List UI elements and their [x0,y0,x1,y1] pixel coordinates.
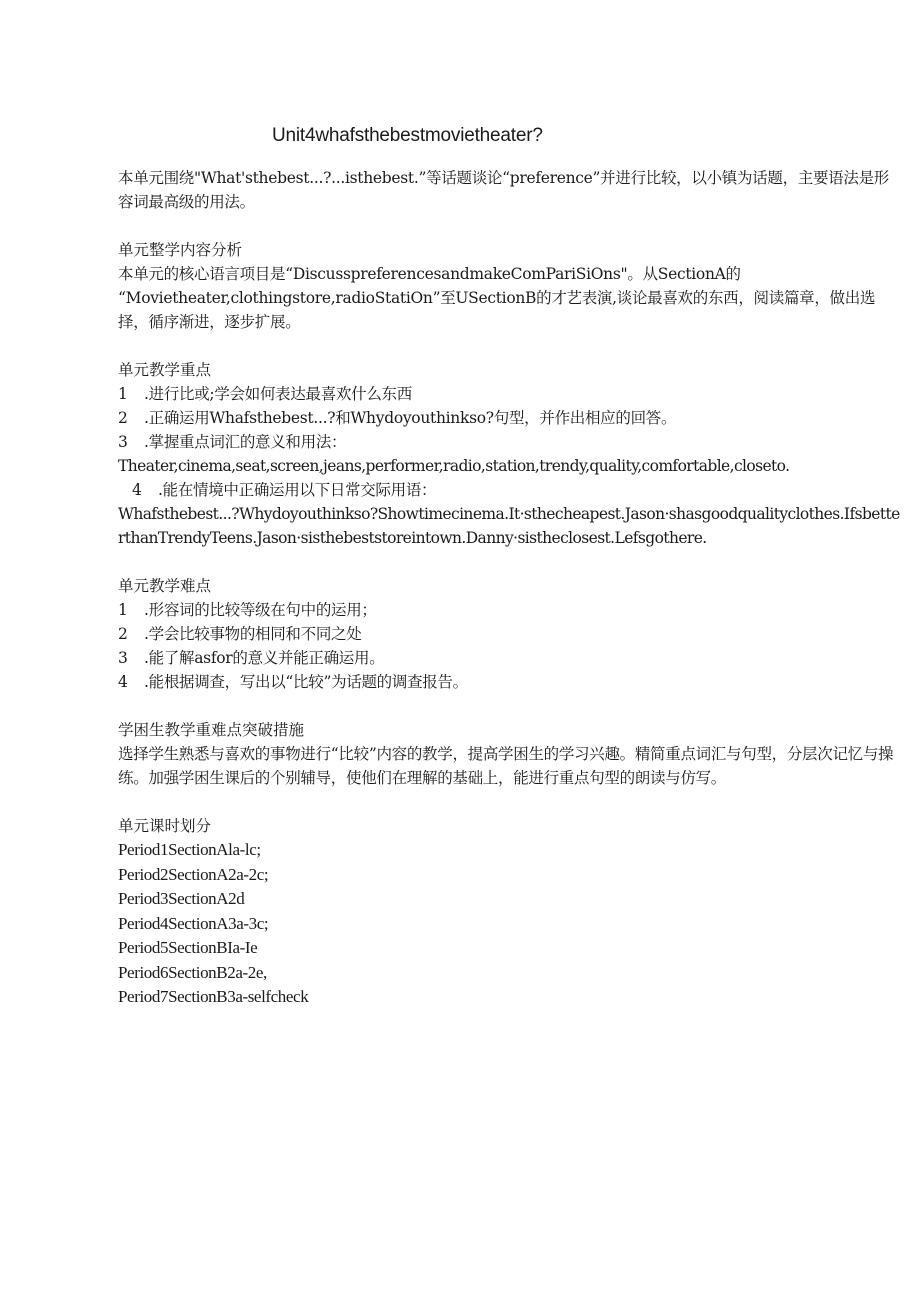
analysis-line-2: “Movietheater,clothingstore,radioStatiOn”至USectionB的才艺表演,谈论最喜欢的东西，阅读篇章，做出选择，循序渐进，逐步扩展。 [118,289,876,331]
period-item: Period4SectionA3a-3c; [118,913,269,933]
item-text: .形容词的比较等级在句中的运用； [144,601,377,619]
period-item: Period1SectionAla-lc; [118,840,261,859]
item-number: 4 [132,481,142,499]
difficulty-item [118,622,904,646]
keypoints-heading: 单元教学重点 [118,361,212,379]
intro-paragraph: 本单元围绕"What'sthebest...?...isthebest.”等话题谈论“preference”并进行比较，以小镇为话题，主要语法是形容词最高级的用法。 [118,169,889,211]
item-text: .掌握重点词汇的意义和用法： [144,433,347,451]
difficulty-item [118,598,904,622]
item-text: .能了解asfor的意义并能正确运用。 [144,649,385,667]
item-text: .能根据调查，写出以“比较”为话题的调查报告。 [144,673,468,691]
analysis-line-1: 本单元的核心语言项目是“DiscusspreferencesandmakeComPariSiOns"。从SectionA的 [118,265,741,283]
item-text: .正确运用Whafsthebest...?和Whydoyouthinkso?句型，并作出相应的回答。 [144,409,677,427]
item-number: 1 [118,601,128,619]
keypoint-item [118,478,904,502]
spacer [118,550,904,574]
spacer [118,214,904,238]
period-item: Period7SectionB3a-selfcheck [118,987,309,1006]
keypoint-item [118,406,904,430]
item-number: 3 [118,649,128,667]
unit-title: Unit4whafsthebestmovietheater? [272,125,543,146]
spacer [118,790,904,814]
document-page [118,120,904,1010]
keypoint-item [118,382,904,406]
difficulties-heading: 单元教学难点 [118,577,212,595]
schedule-heading: 单元课时划分 [118,817,212,835]
item-number: 2 [118,625,128,643]
vocab-list: Theater,cinema,seat,screen,jeans,performer,radio,station,trendy,quality,comfortable,closeto. [118,457,790,475]
difficulty-item [118,646,904,670]
item-text: .学会比较事物的相同和不同之处 [144,625,362,643]
measures-heading: 学困生教学重难点突破措施 [118,721,305,739]
spacer [118,334,904,358]
item-number: 3 [118,433,128,451]
item-number: 1 [118,385,128,403]
difficulty-item [118,670,904,694]
item-number: 2 [118,409,128,427]
item-text: .进行比或;学会如何表达最喜欢什么东西 [144,385,412,403]
period-item: Period2SectionA2a-2c; [118,864,269,884]
item-number: 4 [118,673,128,691]
phrases-list: Whafsthebest...?Whydoyouthinkso?Showtimecinema.It·sthecheapest.Jason·shasgoodqualityclothes.IfsbetterthanTrendyTeens.Jason·sisthebeststoreintown.Danny·sistheclosest.Lefsgothere. [118,505,900,547]
keypoint-item [118,430,904,454]
period-item: Period3SectionA2d [118,889,245,908]
spacer [118,694,904,718]
analysis-heading: 单元整学内容分析 [118,241,243,259]
period-item: Period5SectionBIa-Ie [118,938,258,957]
period-item: Period6SectionB2a-2e, [118,962,267,982]
measures-paragraph: 选择学生熟悉与喜欢的事物进行“比较”内容的教学，提高学困生的学习兴趣。精简重点词汇与句型，分层次记忆与操练。加强学困生课后的个别辅导，使他们在理解的基础上，能进行重点句型的朗读与仿写。 [118,745,894,787]
item-text: .能在情境中正确运用以下日常交际用语： [158,481,437,499]
